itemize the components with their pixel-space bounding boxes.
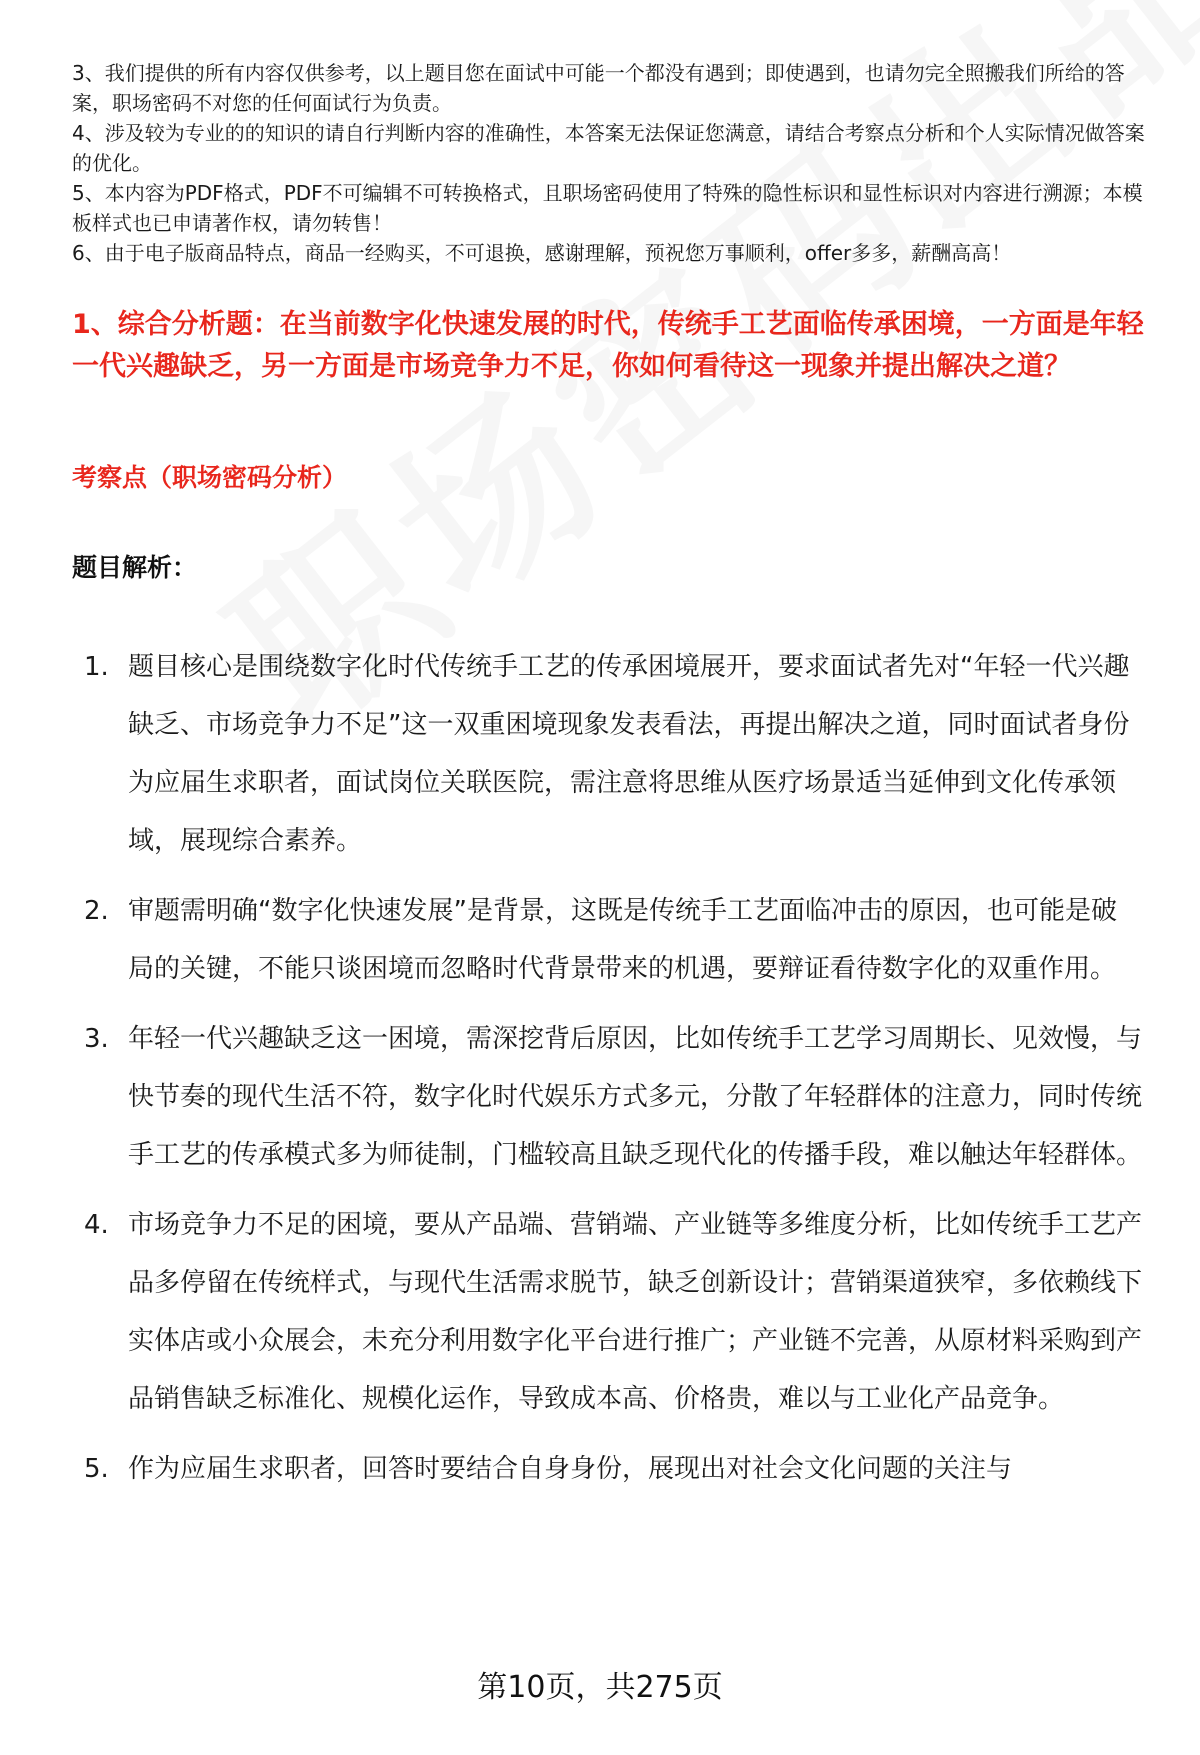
analysis-item (72, 638, 1142, 870)
analysis-item (72, 1440, 1142, 1498)
item-text: 审题需明确“数字化快速发展”是背景，这既是传统手工艺面临冲击的原因，也可能是破局的关键，不能只谈困境而忽略时代背景带来的机遇，要辩证看待数字化的双重作用。 (128, 896, 1117, 984)
item-text: 作为应届生求职者，回答时要结合自身身份，展现出对社会文化问题的关注与 (128, 1454, 1013, 1484)
page-number-footer: 第10页，共275页 (477, 1670, 723, 1705)
item-number: 4. (84, 1210, 109, 1240)
note-3: 3、我们提供的所有内容仅供参考，以上题目您在面试中可能一个都没有遇到；即使遇到，也请勿完全照搬我们所给的答案，职场密码不对您的任何面试行为负责。 (72, 61, 1125, 115)
analysis-item (72, 882, 1142, 998)
exam-point-heading: 考察点（职场密码分析） (72, 463, 348, 492)
disclaimer-notes (72, 58, 1162, 268)
analysis-list (72, 638, 1142, 1510)
note-4: 4、涉及较为专业的的知识的请自行判断内容的准确性，本答案无法保证您满意，请结合考察点分析和个人实际情况做答案的优化。 (72, 121, 1145, 175)
analysis-item (72, 1196, 1142, 1428)
item-text: 题目核心是围绕数字化时代传统手工艺的传承困境展开，要求面试者先对“年轻一代兴趣缺乏、市场竞争力不足”这一双重困境现象发表看法，再提出解决之道，同时面试者身份为应届生求职者，面试岗位关联医院，需注意将思维从医疗场景适当延伸到文化传承领域，展现综合素养。 (128, 652, 1130, 856)
note-5: 5、本内容为PDF格式，PDF不可编辑不可转换格式，且职场密码使用了特殊的隐性标识和显性标识对内容进行溯源；本模板样式也已申请著作权，请勿转售！ (72, 181, 1143, 235)
item-number: 2. (84, 896, 109, 926)
item-text: 市场竞争力不足的困境，要从产品端、营销端、产业链等多维度分析，比如传统手工艺产品多停留在传统样式，与现代生活需求脱节，缺乏创新设计；营销渠道狭窄，多依赖线下实体店或小众展会，未充分利用数字化平台进行推广；产业链不完善，从原材料采购到产品销售缺乏标准化、规模化运作，导致成本高、价格贵，难以与工业化产品竞争。 (128, 1210, 1143, 1414)
question-title: 1、综合分析题：在当前数字化快速发展的时代，传统手工艺面临传承困境，一方面是年轻一代兴趣缺乏，另一方面是市场竞争力不足，你如何看待这一现象并提出解决之道？ (72, 309, 1144, 382)
analysis-heading: 题目解析： (72, 553, 198, 582)
analysis-item (72, 1010, 1142, 1184)
item-text: 年轻一代兴趣缺乏这一困境，需深挖背后原因，比如传统手工艺学习周期长、见效慢，与快节奏的现代生活不符，数字化时代娱乐方式多元，分散了年轻群体的注意力，同时传统手工艺的传承模式多为师徒制，门槛较高且缺乏现代化的传播手段，难以触达年轻群体。 (128, 1024, 1143, 1170)
item-number: 5. (84, 1454, 109, 1484)
item-number: 3. (84, 1024, 109, 1054)
item-number: 1. (84, 652, 109, 682)
note-6: 6、由于电子版商品特点，商品一经购买，不可退换，感谢理解，预祝您万事顺利，offer多多，薪酬高高！ (72, 241, 1012, 265)
